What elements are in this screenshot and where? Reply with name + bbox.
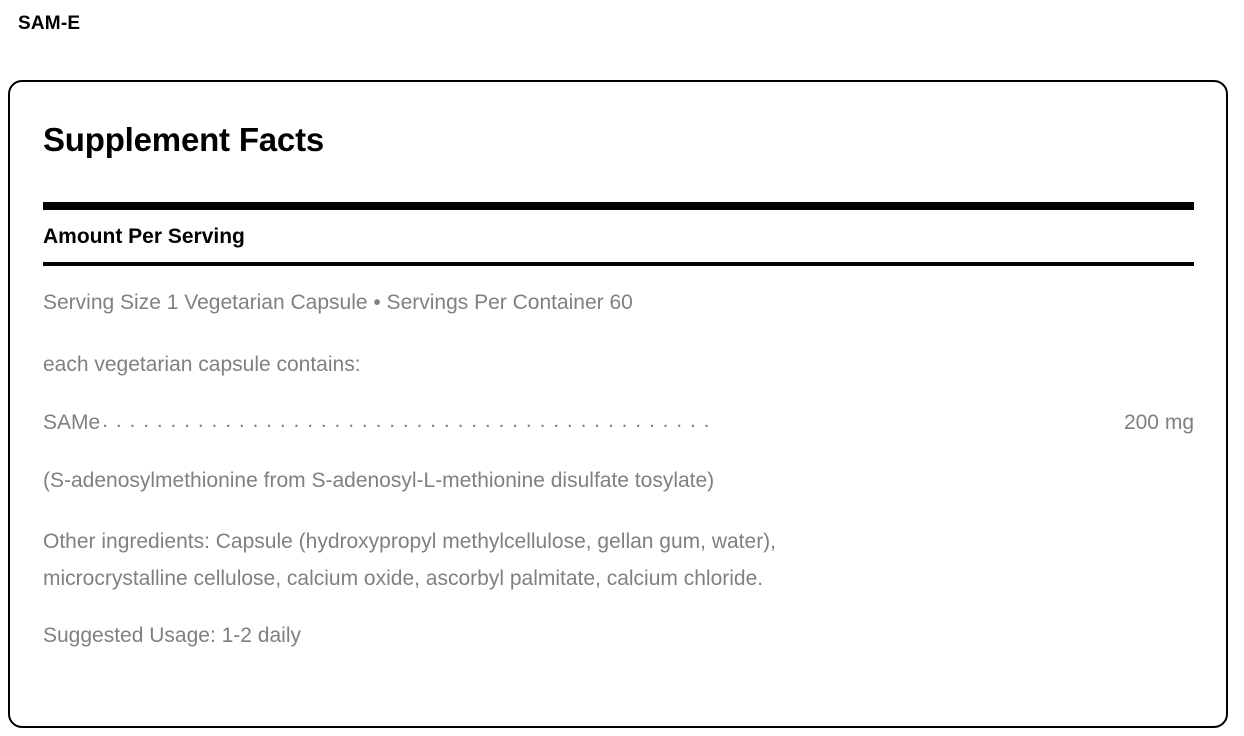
product-title: SAM-E xyxy=(18,13,81,34)
nutrient-row xyxy=(43,411,1194,435)
suggested-usage: Suggested Usage: 1-2 daily xyxy=(43,623,301,647)
other-ingredients xyxy=(43,529,1194,593)
supplement-facts-panel xyxy=(8,80,1228,728)
capsule-contains-label: each vegetarian capsule contains: xyxy=(43,352,361,376)
source-note: (S-adenosylmethionine from S-adenosyl-L-methionine disulfate tosylate) xyxy=(43,469,715,493)
dot-leader: . . . . . . . . . . . . . . . . . . . . . . . . . . . . . . . . . . . . . . . . . . . . . xyxy=(102,409,711,433)
thick-divider xyxy=(43,202,1194,210)
nutrient-name: SAMe xyxy=(43,411,101,435)
supplement-facts-heading: Supplement Facts xyxy=(43,121,325,158)
serving-info: Serving Size 1 Vegetarian Capsule • Servings Per Container 60 xyxy=(43,291,633,315)
other-ingredients-line1: Other ingredients: Capsule (hydroxypropyl methylcellulose, gellan gum, water), xyxy=(43,529,777,553)
panel-content xyxy=(10,82,1226,649)
other-ingredients-line2: microcrystalline cellulose, calcium oxide, ascorbyl palmitate, calcium chloride. xyxy=(43,567,764,591)
thin-divider xyxy=(43,262,1194,266)
nutrient-amount: 200 mg xyxy=(1123,411,1194,435)
amount-per-serving-label: Amount Per Serving xyxy=(43,225,245,249)
